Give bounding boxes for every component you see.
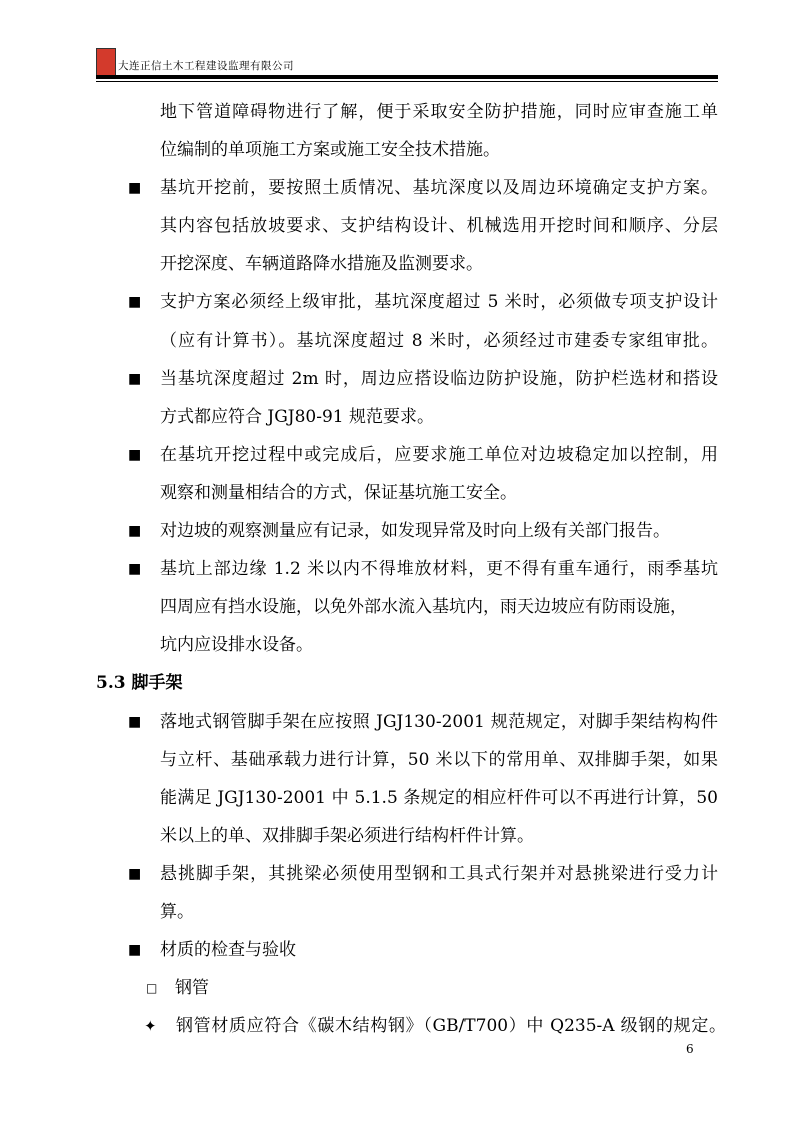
text-line [0, 893, 793, 931]
bullet-square-icon: ■ [128, 180, 142, 197]
paragraph-text: 支护方案必须经上级审批，基坑深度超过 5 米时，必须做专项支护设计 [160, 292, 718, 313]
text-line [0, 664, 793, 702]
paragraph-text: 地下管道障碍物进行了解，便于采取安全防护措施，同时应审查施工单 [160, 102, 718, 122]
text-line [0, 550, 793, 588]
company-name: 大连正信土木工程建设监理有限公司 [118, 60, 294, 72]
bullet-square-icon: ■ [128, 523, 142, 540]
text-line [0, 436, 793, 474]
text-line [0, 512, 793, 550]
paragraph-text: 材质的检查与验收 [160, 940, 296, 961]
text-line [0, 931, 793, 969]
page-header [96, 48, 718, 83]
text-line [0, 741, 793, 779]
text-line [0, 855, 793, 893]
bullet-square-icon: ■ [128, 446, 142, 463]
page-number: 6 [686, 1042, 694, 1056]
paragraph-text: 开挖深度、车辆道路降水措施及监测要求。 [160, 254, 483, 275]
header-rule-thin [96, 81, 718, 82]
paragraph-text: 钢管材质应符合《碳木结构钢》（GB/T700）中 Q235-A 级钢的规定。 [176, 1016, 726, 1037]
bullet-hollow-square-icon: □ [146, 981, 158, 996]
bullet-square-icon: ■ [128, 865, 142, 882]
text-line [0, 169, 793, 207]
paragraph-text: 米以上的单、双排脚手架必须进行结构杆件计算。 [160, 825, 534, 846]
paragraph-text: 坑内应设排水设备。 [160, 635, 313, 656]
section-heading: 5.3 脚手架 [96, 673, 183, 694]
paragraph-text: 落地式钢管脚手架在应按照 JGJ130-2001 规范规定，对脚手架结构构件 [160, 711, 718, 732]
paragraph-text: 对边坡的观察测量应有记录，如发现异常及时向上级有关部门报告。 [160, 521, 670, 542]
company-logo [96, 48, 116, 76]
text-line [0, 283, 793, 321]
text-line [0, 398, 793, 436]
paragraph-text: 算。 [160, 901, 194, 922]
text-line [0, 626, 793, 664]
bullet-square-icon: ■ [128, 713, 142, 730]
text-line [0, 1007, 793, 1045]
text-line [0, 474, 793, 512]
paragraph-text: 位编制的单项施工方案或施工安全技术措施。 [160, 140, 500, 161]
text-line [0, 703, 793, 741]
paragraph-text: 悬挑脚手架，其挑梁必须使用型钢和工具式行架并对悬挑梁进行受力计 [160, 863, 718, 884]
text-line [0, 779, 793, 817]
document-body [0, 93, 793, 1045]
text-line [0, 322, 793, 360]
paragraph-text: 当基坑深度超过 2m 时，周边应搭设临边防护设施，防护栏选材和搭设 [160, 368, 718, 389]
text-line [0, 207, 793, 245]
text-line [0, 131, 793, 169]
text-line [0, 245, 793, 283]
bullet-square-icon: ■ [128, 942, 142, 959]
paragraph-text: 方式都应符合 JGJ80-91 规范要求。 [160, 406, 435, 427]
bullet-square-icon: ■ [128, 561, 142, 578]
bullet-square-icon: ■ [128, 370, 142, 387]
paragraph-text: 基坑上部边缘 1.2 米以内不得堆放材料，更不得有重车通行，雨季基坑 [160, 559, 718, 580]
paragraph-text: 四周应有挡水设施，以免外部水流入基坑内，雨天边坡应有防雨设施， [160, 597, 687, 618]
paragraph-text: 其内容包括放坡要求、支护结构设计、机械选用开挖时间和顺序、分层 [160, 216, 718, 237]
paragraph-text: 基坑开挖前，要按照土质情况、基坑深度以及周边环境确定支护方案。 [160, 178, 718, 199]
paragraph-text: 在基坑开挖过程中或完成后，应要求施工单位对边坡稳定加以控制，用 [160, 444, 718, 465]
text-line [0, 93, 793, 131]
header-rule-thick [96, 75, 718, 79]
text-line [0, 588, 793, 626]
paragraph-text: 与立杆、基础承载力进行计算，50 米以下的常用单、双排脚手架，如果 [160, 749, 718, 770]
paragraph-text: （应有计算书）。基坑深度超过 8 米时，必须经过市建委专家组审批。 [160, 330, 718, 351]
text-line [0, 969, 793, 1007]
paragraph-text: 能满足 JGJ130-2001 中 5.1.5 条规定的相应杆件可以不再进行计算，50 [160, 787, 718, 808]
paragraph-text: 钢管 [175, 978, 209, 999]
bullet-star-icon: ✦ [144, 1017, 157, 1036]
bullet-square-icon: ■ [128, 294, 142, 311]
text-line [0, 360, 793, 398]
paragraph-text: 观察和测量相结合的方式，保证基坑施工安全。 [160, 482, 517, 503]
text-line [0, 817, 793, 855]
